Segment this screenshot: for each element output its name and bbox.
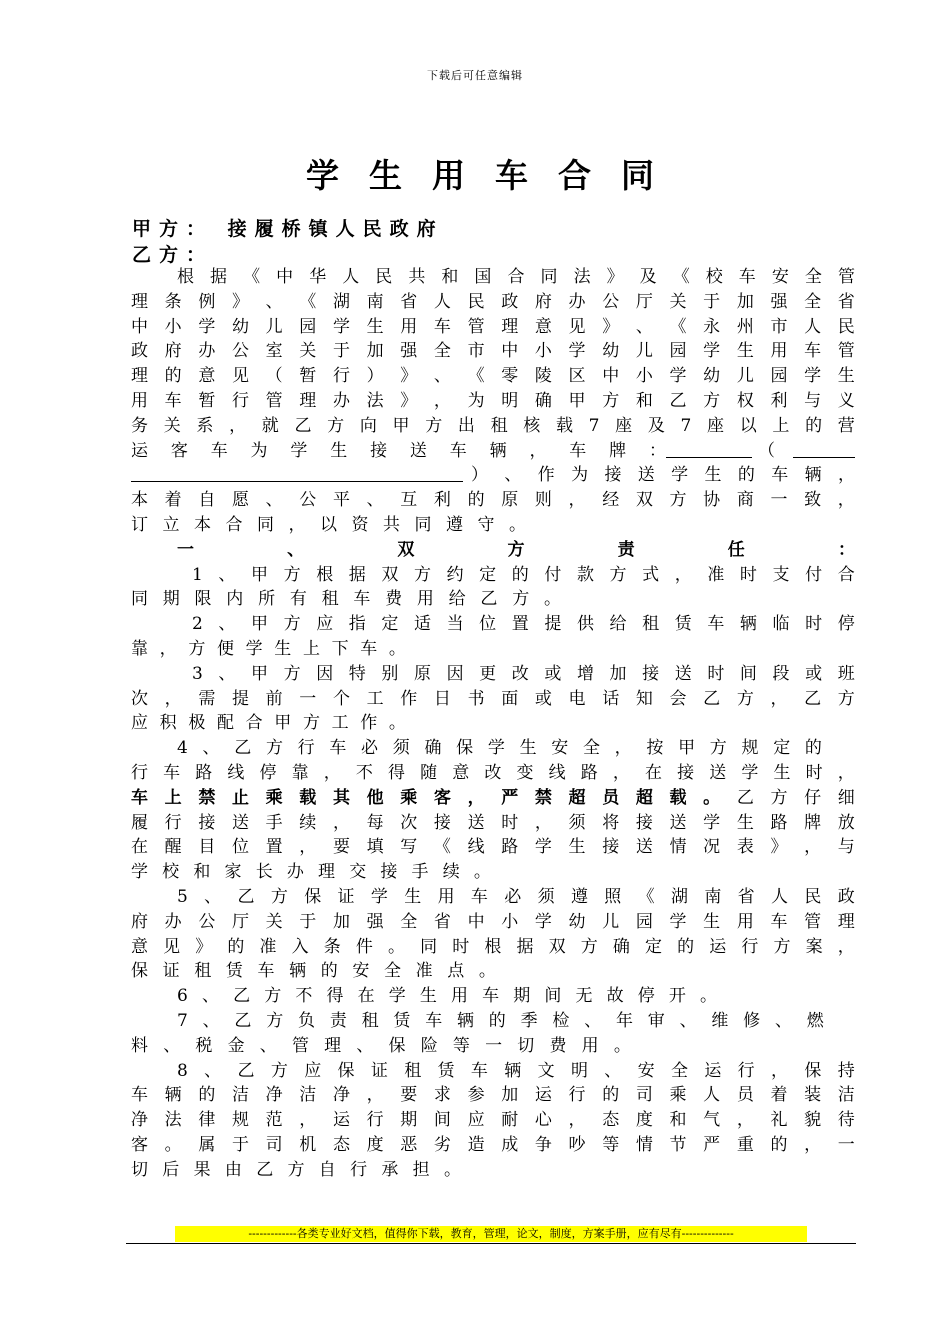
body-line: 靠 ， 方 便 学 生 上 下 车 。: [131, 639, 406, 659]
body-line: 用 车 暂 行 管 理 办 法 》 ， 为 明 确 甲 方 和 乙 方 权 利 与 义: [131, 391, 855, 411]
body-line: 理 的 意 见 （ 暂 行 ） 》 、 《 零 陵 区 中 小 学 幼 儿 园 学 生: [131, 366, 855, 387]
body-line: 车 上 禁 止 乘 载 其 他 乘 客 ， 严 禁 超 员 超 载 。 乙 方 仔 细: [131, 787, 855, 808]
body-line: 同 期 限 内 所 有 租 车 费 用 给 乙 方 。: [131, 589, 561, 610]
body-line: 料 、 税 金 、 管 理 、 保 险 等 一 切 费 用 。: [131, 1035, 631, 1056]
body-line: 履 行 接 送 手 续 ， 每 次 接 送 时 ， 须 将 接 送 学 生 路 牌 放: [131, 812, 855, 833]
body-line: ） 、 作 为 接 送 学 生 的 车 辆 ，: [131, 463, 855, 487]
body-line: 根 据 《 中 华 人 民 共 和 国 合 同 法 》 及 《 校 车 安 全 管: [177, 267, 855, 287]
body-line: 净 法 律 规 范 ， 运 行 期 间 应 耐 心 ， 态 度 和 气 ， 礼 貌 待: [131, 1110, 855, 1131]
body-line: 行 车 路 线 停 靠 ， 不 得 随 意 改 变 线 路 ， 在 接 送 学 生 时 ，: [131, 763, 855, 783]
body-line: 客 。 属 于 司 机 态 度 恶 劣 造 成 争 吵 等 情 节 严 重 的 ， 一: [131, 1135, 855, 1155]
body-line: 意 见 》 的 准 入 条 件 。 同 时 根 据 双 方 确 定 的 运 行 方 案 ，: [131, 936, 855, 957]
plate-number-blank[interactable]: [666, 439, 752, 458]
body-line: 本 着 自 愿 、 公 平 、 互 利 的 原 则 ， 经 双 方 协 商 一 致 ，: [131, 490, 855, 511]
vehicle-info-blank[interactable]: [793, 439, 855, 458]
body-line: 1 、 甲 方 根 据 双 方 约 定 的 付 款 方 式 ， 准 时 支 付 合: [192, 564, 855, 585]
body-line: 7 、 乙 方 负 责 租 赁 车 辆 的 季 检 、 年 审 、 维 修 、 燃: [177, 1011, 824, 1031]
body-line: 4 、 乙 方 行 车 必 须 确 保 学 生 安 全 ， 按 甲 方 规 定 的: [177, 738, 822, 759]
body-line: 订 立 本 合 同 ， 以 资 共 同 遵 守 。: [131, 515, 526, 535]
footer-banner: -------------各类专业好文档，值得你下载，教育，管理，论文，制度，方案手册，应有尽有--------------: [175, 1226, 807, 1242]
body-line: 在 醒 目 位 置 ， 要 填 写 《 线 路 学 生 接 送 情 况 表 》 ， 与: [131, 837, 855, 858]
body-line: 切 后 果 由 乙 方 自 行 承 担 。: [131, 1159, 461, 1180]
body-line: 务 关 系 ， 就 乙 方 向 甲 方 出 租 核 载 7 座 及 7 座 以 上 的 营: [131, 415, 855, 436]
body-line: 理 条 例 》 、 《 湖 南 省 人 民 政 府 办 公 厅 关 于 加 强 全 省: [131, 291, 855, 312]
body-line: 3 、 甲 方 因 特 别 原 因 更 改 或 增 加 接 送 时 间 段 或 班: [192, 663, 855, 684]
body-line: 府 办 公 厅 关 于 加 强 全 省 中 小 学 幼 儿 园 学 生 用 车 管 理: [131, 911, 855, 932]
party-a: 甲方： 接履桥镇人民政府: [132, 218, 444, 240]
body-line: 应 积 极 配 合 甲 方 工 作 。: [131, 713, 406, 734]
body-line: 次 ， 需 提 前 一 个 工 作 日 书 面 或 电 话 知 会 乙 方 ， 乙 方: [131, 688, 855, 709]
header-note: 下载后可任意编辑: [427, 69, 523, 82]
body-line: 2 、 甲 方 应 指 定 适 当 位 置 提 供 给 租 赁 车 辆 临 时 停: [192, 614, 855, 635]
body-line: 保 证 租 赁 车 辆 的 安 全 准 点 。: [131, 961, 496, 982]
body-line: 政 府 办 公 室 关 于 加 强 全 市 中 小 学 幼 儿 园 学 生 用 车 管: [131, 341, 855, 362]
body-line: 一 、 双 方 责 任 ：: [177, 539, 855, 560]
body-line: 车 辆 的 洁 净 洁 净 ， 要 求 参 加 运 行 的 司 乘 人 员 着 装 洁: [131, 1085, 855, 1106]
party-b: 乙方：: [132, 244, 214, 266]
body-line: 运 客 车 为 学 生 接 送 车 辆 ， 车 牌 ： （: [131, 439, 855, 463]
plate-number-blank[interactable]: [131, 463, 463, 482]
footer-rule: [126, 1243, 856, 1244]
document-title: 学生用车合同: [306, 156, 684, 195]
body-line: 8 、 乙 方 应 保 证 租 赁 车 辆 文 明 、 安 全 运 行 ， 保 持: [177, 1060, 855, 1081]
body-line: 学 校 和 家 长 办 理 交 接 手 续 。: [131, 862, 491, 883]
body-line: 中 小 学 幼 儿 园 学 生 用 车 管 理 意 见 》 、 《 永 州 市 人 民: [131, 316, 855, 337]
body-line: 6 、 乙 方 不 得 在 学 生 用 车 期 间 无 故 停 开 。: [177, 986, 717, 1007]
body-line: 5 、 乙 方 保 证 学 生 用 车 必 须 遵 照 《 湖 南 省 人 民 政: [177, 887, 855, 907]
